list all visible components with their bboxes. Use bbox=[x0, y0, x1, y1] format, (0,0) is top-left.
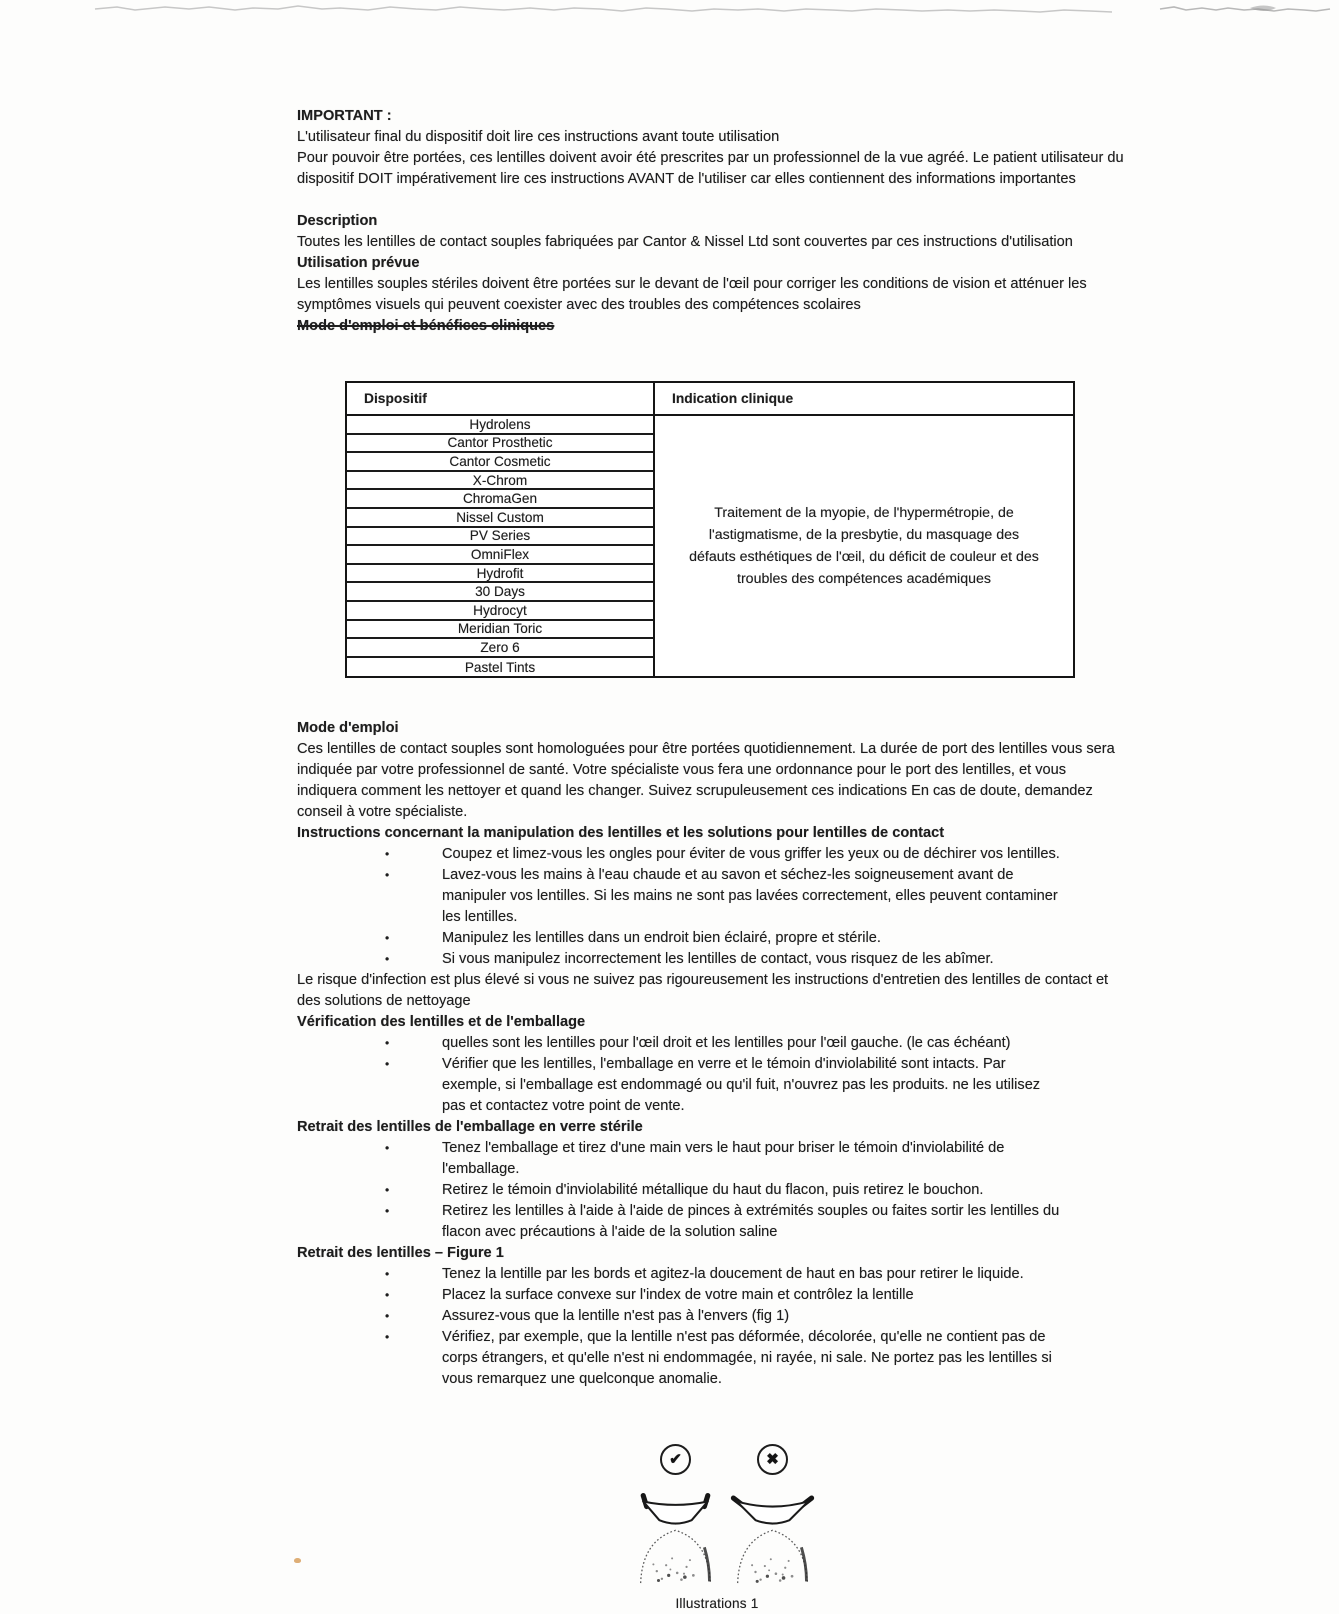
bullet-item bbox=[385, 1285, 1128, 1306]
description-heading: Description bbox=[297, 213, 378, 229]
bullet-item bbox=[385, 1180, 1128, 1201]
bullet-text: Vérifier que les lentilles, l'emballage en verre et le témoin d'inviolabilité sont intacts. Par exemple, si l'emballage est endommagé ou qu'il fuit, n'ouvrez pas les produits. ne les utilisez pas et contactez votre point de vente. bbox=[442, 1056, 1041, 1115]
bullet-icon: • bbox=[385, 1036, 390, 1051]
infection-note-text: Le risque d'infection est plus élevé si vous ne suivez pas rigoureusement les instructions d'entretien des lentilles de contact et des solutions de nettoyage bbox=[297, 972, 1109, 1010]
important-heading: IMPORTANT : bbox=[297, 108, 392, 124]
bullet-item bbox=[385, 1054, 1128, 1117]
device-row: Hydrofit bbox=[347, 565, 653, 584]
bullet-item bbox=[385, 949, 1128, 970]
description-text: Toutes les lentilles de contact souples fabriquées par Cantor & Nissel Ltd sont couvertes par ces instructions d'utilisation bbox=[297, 234, 1073, 250]
important-paragraph: Pour pouvoir être portées, ces lentilles doivent avoir été prescrites par un professionnel de la vue agréé. Le patient utilisateur du dispositif DOIT impérativement lire ces instructions AVANT de l'utiliser car elles contiennent des informations importantes bbox=[297, 150, 1124, 187]
device-row: 30 Days bbox=[347, 583, 653, 602]
bullet-icon: • bbox=[385, 847, 390, 862]
figure-caption: Illustrations 1 bbox=[675, 1596, 759, 1612]
mode-demploi-heading: Mode d'emploi bbox=[297, 720, 399, 737]
correct-lens-orientation-image bbox=[633, 1491, 718, 1585]
bullet-item bbox=[385, 1138, 1128, 1180]
mode-demploi-text: Ces lentilles de contact souples sont homologuées pour être portées quotidiennement. La durée de port des lentilles vous sera indiquée par votre professionnel de santé. Votre spécialiste vous fera une ordonnance pour le port des lentilles, et vous indiquera comment les nettoyer et quand les changer. Suivez scrupuleusement ces indications En cas de doute, demandez conseil à votre spécialiste. bbox=[297, 741, 1115, 821]
bullet-text: Manipulez les lentilles dans un endroit bien éclairé, propre et stérile. bbox=[442, 930, 881, 947]
indication-cell: Traitement de la myopie, de l'hypermétropie, de l'astigmatisme, de la presbytie, du masquage des défauts esthétiques de l'œil, du déficit de couleur et des troubles des compétences académiques bbox=[689, 505, 1039, 588]
bullet-item bbox=[385, 865, 1128, 928]
bullet-icon: • bbox=[385, 1204, 390, 1219]
table-header-dispositif: Dispositif bbox=[347, 383, 655, 416]
bullet-icon: • bbox=[385, 952, 390, 967]
bullet-item bbox=[385, 1033, 1128, 1054]
bullet-item bbox=[385, 1201, 1128, 1243]
bullet-icon: • bbox=[385, 1309, 390, 1324]
device-row: Hydrocyt bbox=[347, 602, 653, 621]
bullet-item bbox=[385, 1327, 1128, 1390]
device-indication-table bbox=[345, 381, 1075, 678]
bullet-item bbox=[385, 928, 1128, 949]
bullet-item bbox=[385, 1264, 1128, 1285]
bullet-icon: • bbox=[385, 1330, 390, 1345]
bullet-text: Si vous manipulez incorrectement les lentilles de contact, vous risquez de les abîmer. bbox=[442, 951, 994, 968]
struck-heading-mode-emploi-benefices: Mode d'emploi et bénéfices cliniques bbox=[297, 318, 555, 334]
bullet-text: Lavez-vous les mains à l'eau chaude et au savon et séchez-les soigneusement avant de manipuler vos lentilles. Si les mains ne sont pas lavées correctement, elles peuvent contaminer les lentilles. bbox=[442, 867, 1058, 926]
bullet-item bbox=[385, 844, 1128, 865]
bullet-text: Tenez l'emballage et tirez d'une main vers le haut pour briser le témoin d'inviolabilité de l'emballage. bbox=[442, 1140, 1005, 1178]
check-circle-icon: ✔ bbox=[660, 1444, 691, 1475]
device-row: Zero 6 bbox=[347, 639, 653, 658]
bullet-icon: • bbox=[385, 1267, 390, 1282]
device-row: PV Series bbox=[347, 528, 653, 547]
device-row: Cantor Prosthetic bbox=[347, 435, 653, 454]
utilisation-heading: Utilisation prévue bbox=[297, 255, 420, 271]
device-row: Meridian Toric bbox=[347, 621, 653, 640]
bullet-text: Retirez le témoin d'inviolabilité métallique du haut du flacon, puis retirez le bouchon. bbox=[442, 1182, 984, 1199]
bullet-icon: • bbox=[385, 931, 390, 946]
device-row: Hydrolens bbox=[347, 416, 653, 435]
bullet-text: Coupez et limez-vous les ongles pour éviter de vous griffer les yeux ou de déchirer vos lentilles. bbox=[442, 846, 1060, 863]
cross-circle-icon: ✖ bbox=[757, 1444, 788, 1475]
bullet-icon: • bbox=[385, 1183, 390, 1198]
retrait-figure-heading: Retrait des lentilles – Figure 1 bbox=[297, 1245, 504, 1262]
device-row: OmniFlex bbox=[347, 546, 653, 565]
verification-bullet-list bbox=[297, 1033, 1128, 1117]
verification-heading: Vérification des lentilles et de l'emballage bbox=[297, 1014, 586, 1031]
manipulation-bullet-list bbox=[297, 844, 1128, 970]
document-page bbox=[297, 106, 1128, 1614]
table-header-indication-clinique: Indication clinique bbox=[655, 383, 1073, 416]
bullet-text: Assurez-vous que la lentille n'est pas à l'envers (fig 1) bbox=[442, 1308, 790, 1325]
incorrect-lens-orientation-image bbox=[730, 1491, 815, 1585]
device-row: X-Chrom bbox=[347, 472, 653, 491]
bullet-item bbox=[385, 1306, 1128, 1327]
retrait-emballage-heading: Retrait des lentilles de l'emballage en verre stérile bbox=[297, 1119, 643, 1136]
device-list-column bbox=[347, 416, 655, 676]
bullet-text: quelles sont les lentilles pour l'œil droit et les lentilles pour l'œil gauche. (le cas échéant) bbox=[442, 1035, 1011, 1052]
bullet-text: Tenez la lentille par les bords et agitez-la doucement de haut en bas pour retirer le liquide. bbox=[442, 1266, 1024, 1283]
utilisation-text: Les lentilles souples stériles doivent être portées sur le devant de l'œil pour corriger les conditions de vision et atténuer les symptômes visuels qui peuvent coexister avec des troubles des compétences scolaires bbox=[297, 276, 1087, 313]
important-line: L'utilisateur final du dispositif doit lire ces instructions avant toute utilisation bbox=[297, 129, 780, 145]
bullet-icon: • bbox=[385, 1057, 390, 1072]
bullet-icon: • bbox=[385, 1288, 390, 1303]
manipulation-heading: Instructions concernant la manipulation des lentilles et les solutions pour lentilles de contact bbox=[297, 825, 945, 842]
bullet-icon: • bbox=[385, 1141, 390, 1156]
scan-top-edge-artifact bbox=[0, 0, 1339, 22]
device-row: ChromaGen bbox=[347, 490, 653, 509]
device-row: Nissel Custom bbox=[347, 509, 653, 528]
bullet-text: Placez la surface convexe sur l'index de votre main et contrôlez la lentille bbox=[442, 1287, 914, 1304]
bullet-text: Vérifiez, par exemple, que la lentille n'est pas déformée, décolorée, qu'elle ne contient pas de corps étrangers, et qu'elle n'est ni endommagée, ni rayée, ni sale. Ne portez pas les lentilles si vous remarquez une quelconque anomalie. bbox=[442, 1329, 1052, 1388]
bullet-icon: • bbox=[385, 868, 390, 883]
device-row: Cantor Cosmetic bbox=[347, 453, 653, 472]
device-row: Pastel Tints bbox=[464, 659, 536, 675]
retrait-emballage-bullet-list bbox=[297, 1138, 1128, 1243]
retrait-figure-bullet-list bbox=[297, 1264, 1128, 1390]
bullet-text: Retirez les lentilles à l'aide à l'aide de pinces à extrémités souples ou faites sortir les lentilles du flacon avec précautions à l'aide de la solution saline bbox=[442, 1203, 1060, 1241]
